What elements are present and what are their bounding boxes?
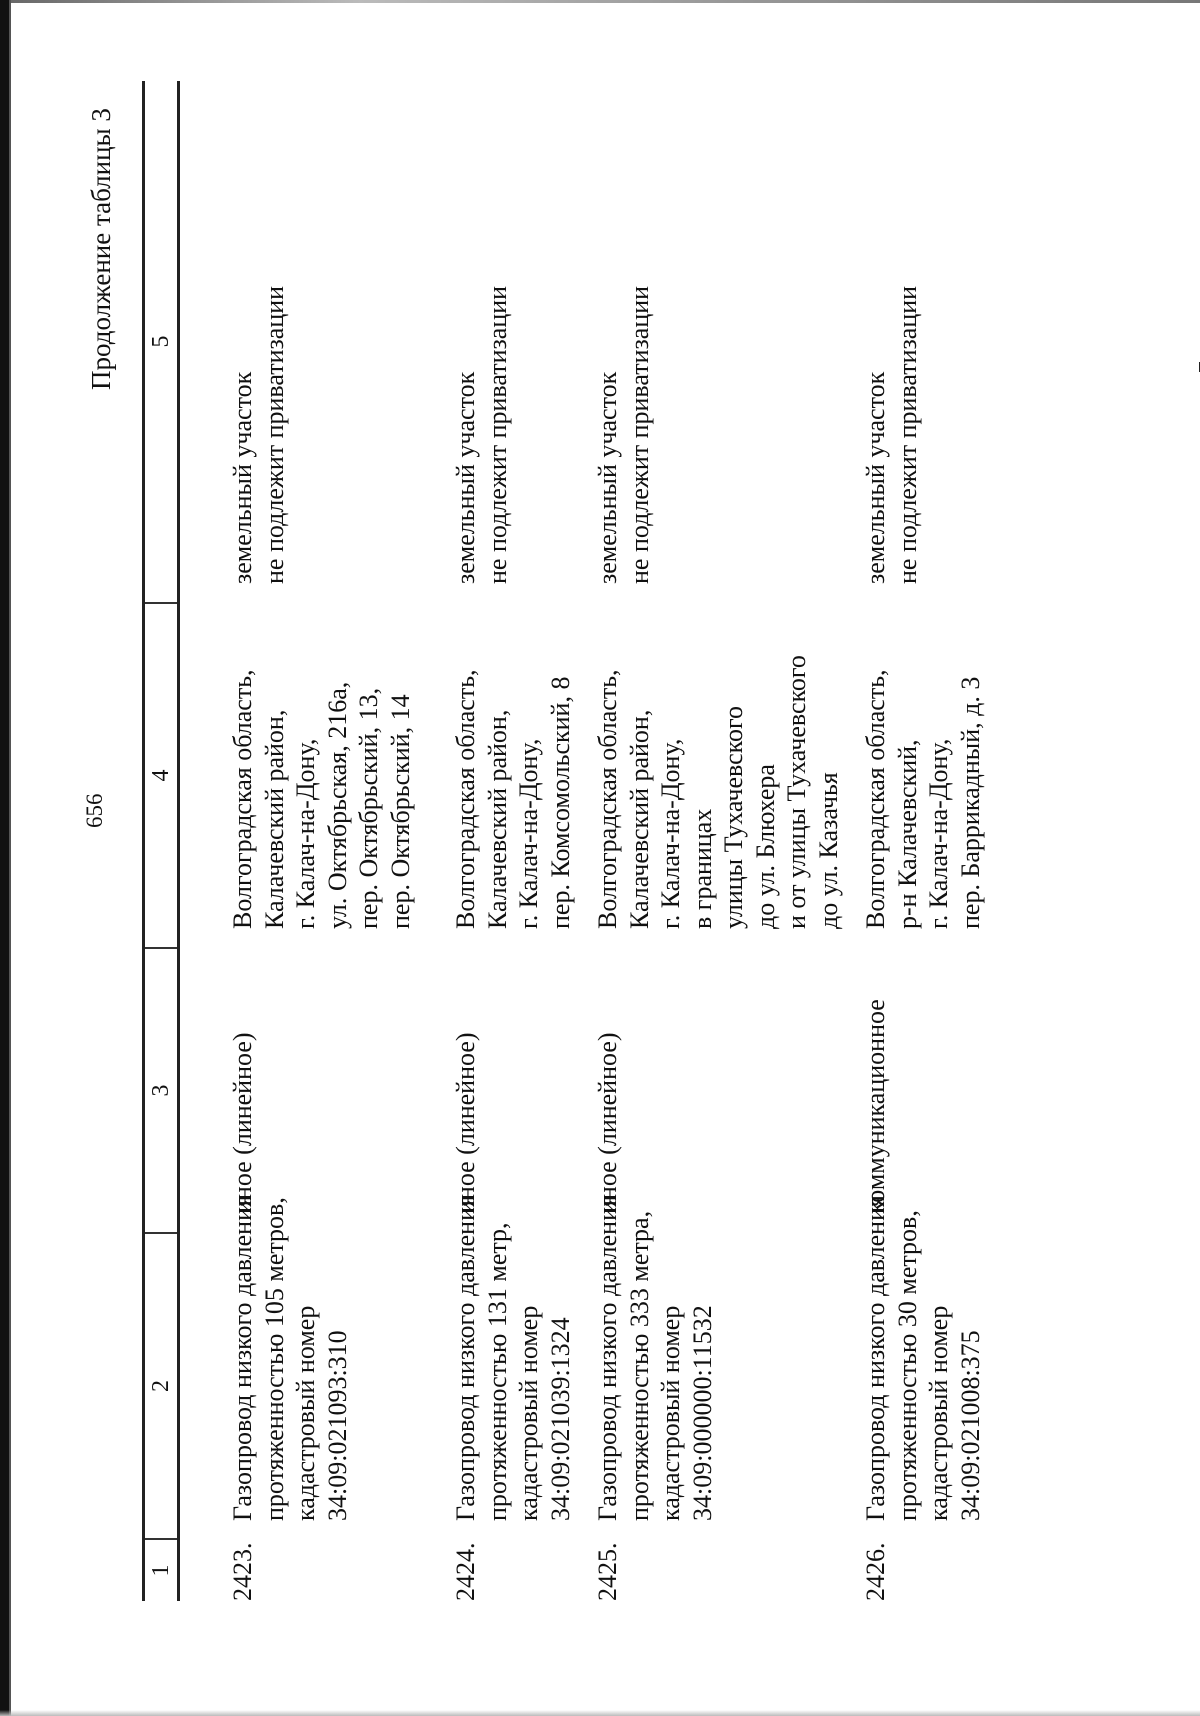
object-type: иное (линейное) — [451, 1032, 480, 1214]
note-line: земельный участок — [861, 371, 890, 584]
address-line: Калачевский район, — [482, 709, 512, 929]
description-line: Газопровод низкого давления — [861, 1195, 890, 1521]
table-row — [576, 81, 854, 1601]
object-note — [576, 81, 854, 603]
address-line: г. Калач-на-Дону, — [514, 738, 543, 929]
description-line: кадастровый номер — [291, 1305, 320, 1521]
object-type: иное (линейное) — [593, 1032, 622, 1214]
object-address — [576, 603, 854, 948]
address-line: до ул. Казачья — [813, 772, 843, 929]
object-note — [416, 81, 576, 603]
address-line: пер. Баррикадный, д. 3 — [955, 676, 985, 929]
address-line: в границах — [687, 808, 717, 929]
address-line: пер. Октябрьский, 13, — [354, 687, 383, 929]
table-row — [179, 81, 417, 1601]
description-line: 34:09:021039:1324 — [545, 1317, 575, 1521]
description-line: Газопровод низкого давления — [451, 1195, 480, 1521]
table-caption: Продолжение таблицы 3 — [86, 108, 116, 390]
description-line: кадастровый номер — [656, 1305, 685, 1521]
object-type: иное (линейное) — [228, 1032, 257, 1214]
note-line: земельный участок — [593, 371, 622, 584]
register-table — [142, 81, 986, 1601]
note-line: земельный участок — [451, 371, 480, 584]
note-line: земельный участок — [228, 371, 257, 584]
column-header-2: 2 — [144, 1233, 179, 1539]
object-type: коммуникационное — [861, 999, 890, 1214]
address-line: Волгоградская область, — [451, 669, 480, 929]
address-line: пер. Комсомольский, 8 — [545, 676, 575, 929]
description-line: протяженностью 333 метра, — [624, 1210, 654, 1521]
description-line: протяженностью 30 метров, — [892, 1210, 922, 1521]
column-header-5: 5 — [144, 81, 179, 603]
address-line: Калачевский район, — [259, 709, 289, 929]
table-row — [416, 81, 576, 1601]
address-line: г. Калач-на-Дону, — [924, 738, 953, 929]
object-note — [179, 81, 417, 603]
address-line: пер. Октябрьский, 14 — [385, 694, 415, 929]
address-line: г. Калач-на-Дону, — [291, 738, 320, 929]
address-line: улицы Тухачевского — [719, 706, 748, 929]
note-line: не подлежит приватизации — [624, 285, 654, 584]
note-line: не подлежит приватизации — [892, 285, 922, 584]
object-address — [416, 603, 576, 948]
description-line: 34:09:021093:310 — [322, 1330, 352, 1521]
object-description — [576, 1195, 854, 1539]
object-description — [179, 1195, 417, 1539]
page-number: 656 — [82, 793, 107, 828]
table-header-row — [144, 81, 179, 1601]
column-header-4: 4 — [144, 603, 179, 948]
address-line: Волгоградская область, — [861, 669, 890, 929]
address-line: р-н Калачевский, — [892, 739, 922, 929]
object-description — [854, 1195, 986, 1539]
object-description — [416, 1195, 576, 1539]
address-line: Волгоградская область, — [228, 669, 257, 929]
description-line: 34:09:021008:375 — [955, 1330, 985, 1521]
object-note — [854, 81, 986, 603]
description-line: кадастровый номер — [514, 1305, 543, 1521]
description-line: кадастровый номер — [924, 1305, 953, 1521]
row-number: 2425. — [593, 1542, 622, 1601]
address-line: ул. Октябрьская, 216а, — [322, 681, 352, 929]
column-header-1: 1 — [148, 1564, 174, 1577]
table-row — [854, 81, 986, 1601]
note-line: не подлежит приватизации — [259, 285, 289, 584]
description-line: Газопровод низкого давления — [228, 1195, 257, 1521]
description-line: протяженностью 131 метр, — [482, 1222, 512, 1521]
description-line: протяженностью 105 метров, — [259, 1197, 289, 1521]
object-address — [179, 603, 417, 948]
address-line: до ул. Блюхера — [750, 764, 780, 929]
column-header-3: 3 — [144, 948, 179, 1233]
description-line: Газопровод низкого давления — [593, 1195, 622, 1521]
row-number: 2426. — [861, 1542, 890, 1601]
address-line: Волгоградская область, — [593, 669, 622, 929]
note-line: не подлежит приватизации — [482, 285, 512, 584]
row-number: 2424. — [451, 1542, 480, 1601]
address-line: г. Калач-на-Дону, — [656, 738, 685, 929]
row-number: 2423. — [228, 1542, 257, 1601]
description-line: 34:09:000000:11532 — [687, 1305, 717, 1521]
address-line: Калачевский район, — [624, 709, 654, 929]
object-address — [854, 603, 986, 948]
address-line: и от улицы Тухачевского — [782, 655, 811, 929]
